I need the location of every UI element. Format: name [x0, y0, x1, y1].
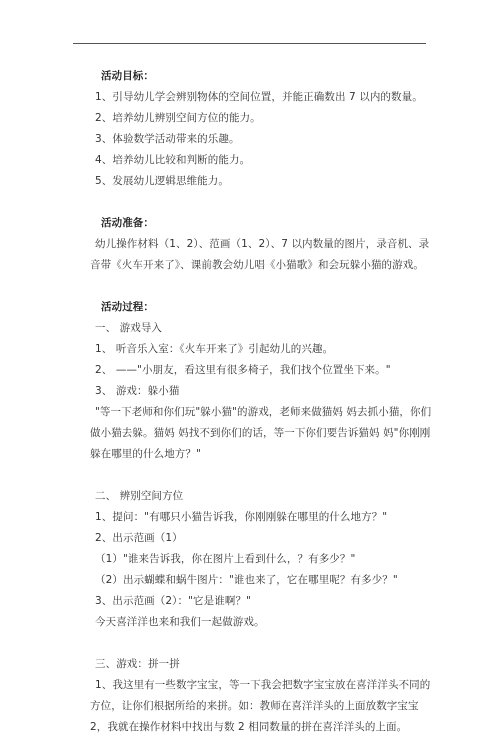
goals-heading: 活动目标：: [101, 70, 154, 82]
part2-item: 2、出示范画（1）: [95, 532, 183, 544]
header-rule: [73, 43, 426, 44]
spacer: [95, 276, 425, 297]
spacer: [95, 633, 425, 654]
process-heading: 活动过程：: [101, 301, 154, 313]
goal-item: 1、引导幼儿学会辨别物体的空间位置，并能正确数出 7 以内的数量。: [95, 91, 423, 103]
part1-item: 1、 听音乐入室：《火车开来了》引起幼儿的兴趣。: [95, 343, 334, 355]
prep-paragraph: 幼儿操作材料（1、2）、范画（1、2）、7 以内数量的图片，录音机、录音带《火车开来了》、课前教会幼儿唱《小猫歌》和会玩躲小猫的游戏。: [90, 238, 430, 271]
part3-paragraph: 1、我这里有一些数字宝宝，等一下我会把数字宝宝放在喜洋洋头不同的方位，让你们根据所给的来拼。如：教师在喜洋洋头的上面放数字宝宝 2，我就在操作材料中找出与数 2 相同数量的拼在喜洋洋头的上面。: [90, 679, 431, 733]
prep-heading: 活动准备：: [101, 217, 154, 229]
part2-item: （1）"谁来告诉我，你在图片上看到什么，？有多少？": [95, 553, 356, 565]
goal-item: 3、体验数学活动带来的乐趣。: [95, 133, 240, 145]
goal-item: 4、培养幼儿比较和判断的能力。: [95, 154, 251, 166]
part1-paragraph: "等一下老师和你们玩"躲小猫"的游戏，老师来做猫妈 妈去抓小猫，你们做小猫去躲。猫妈 妈找不到你们的话，等一下你们要告诉猫妈 妈"你刚刚躲在哪里的什么地方？": [90, 406, 432, 460]
part1-title: 一、 游戏导入: [95, 322, 163, 334]
document-body: [90, 66, 432, 738]
part3-title: 三、游戏：拼一拼: [95, 658, 180, 670]
part2-item: 1、提问："有哪只小猫告诉我，你刚刚躲在哪里的什么地方？": [95, 511, 388, 523]
spacer: [95, 465, 425, 486]
goal-item: 5、发展幼儿逻辑思维能力。: [95, 175, 229, 187]
part2-item: （2）出示蝴蝶和蜗牛图片："谁也来了，它在哪里呢？有多少？": [95, 574, 398, 586]
spacer: [95, 192, 425, 213]
part2-title: 二、 辨别空间方位: [95, 490, 184, 502]
part1-item: 3、 游戏：躲小猫: [95, 385, 180, 397]
part2-item: 今天喜洋洋也来和我们一起做游戏。: [95, 616, 265, 628]
part2-item: 3、出示范画（2）："它是谁啊？": [95, 595, 251, 607]
part1-item: 2、 ——"小朋友，看这里有很多椅子，我们找个位置坐下来。": [95, 364, 391, 376]
goal-item: 2、培养幼儿辨别空间方位的能力。: [95, 112, 261, 124]
